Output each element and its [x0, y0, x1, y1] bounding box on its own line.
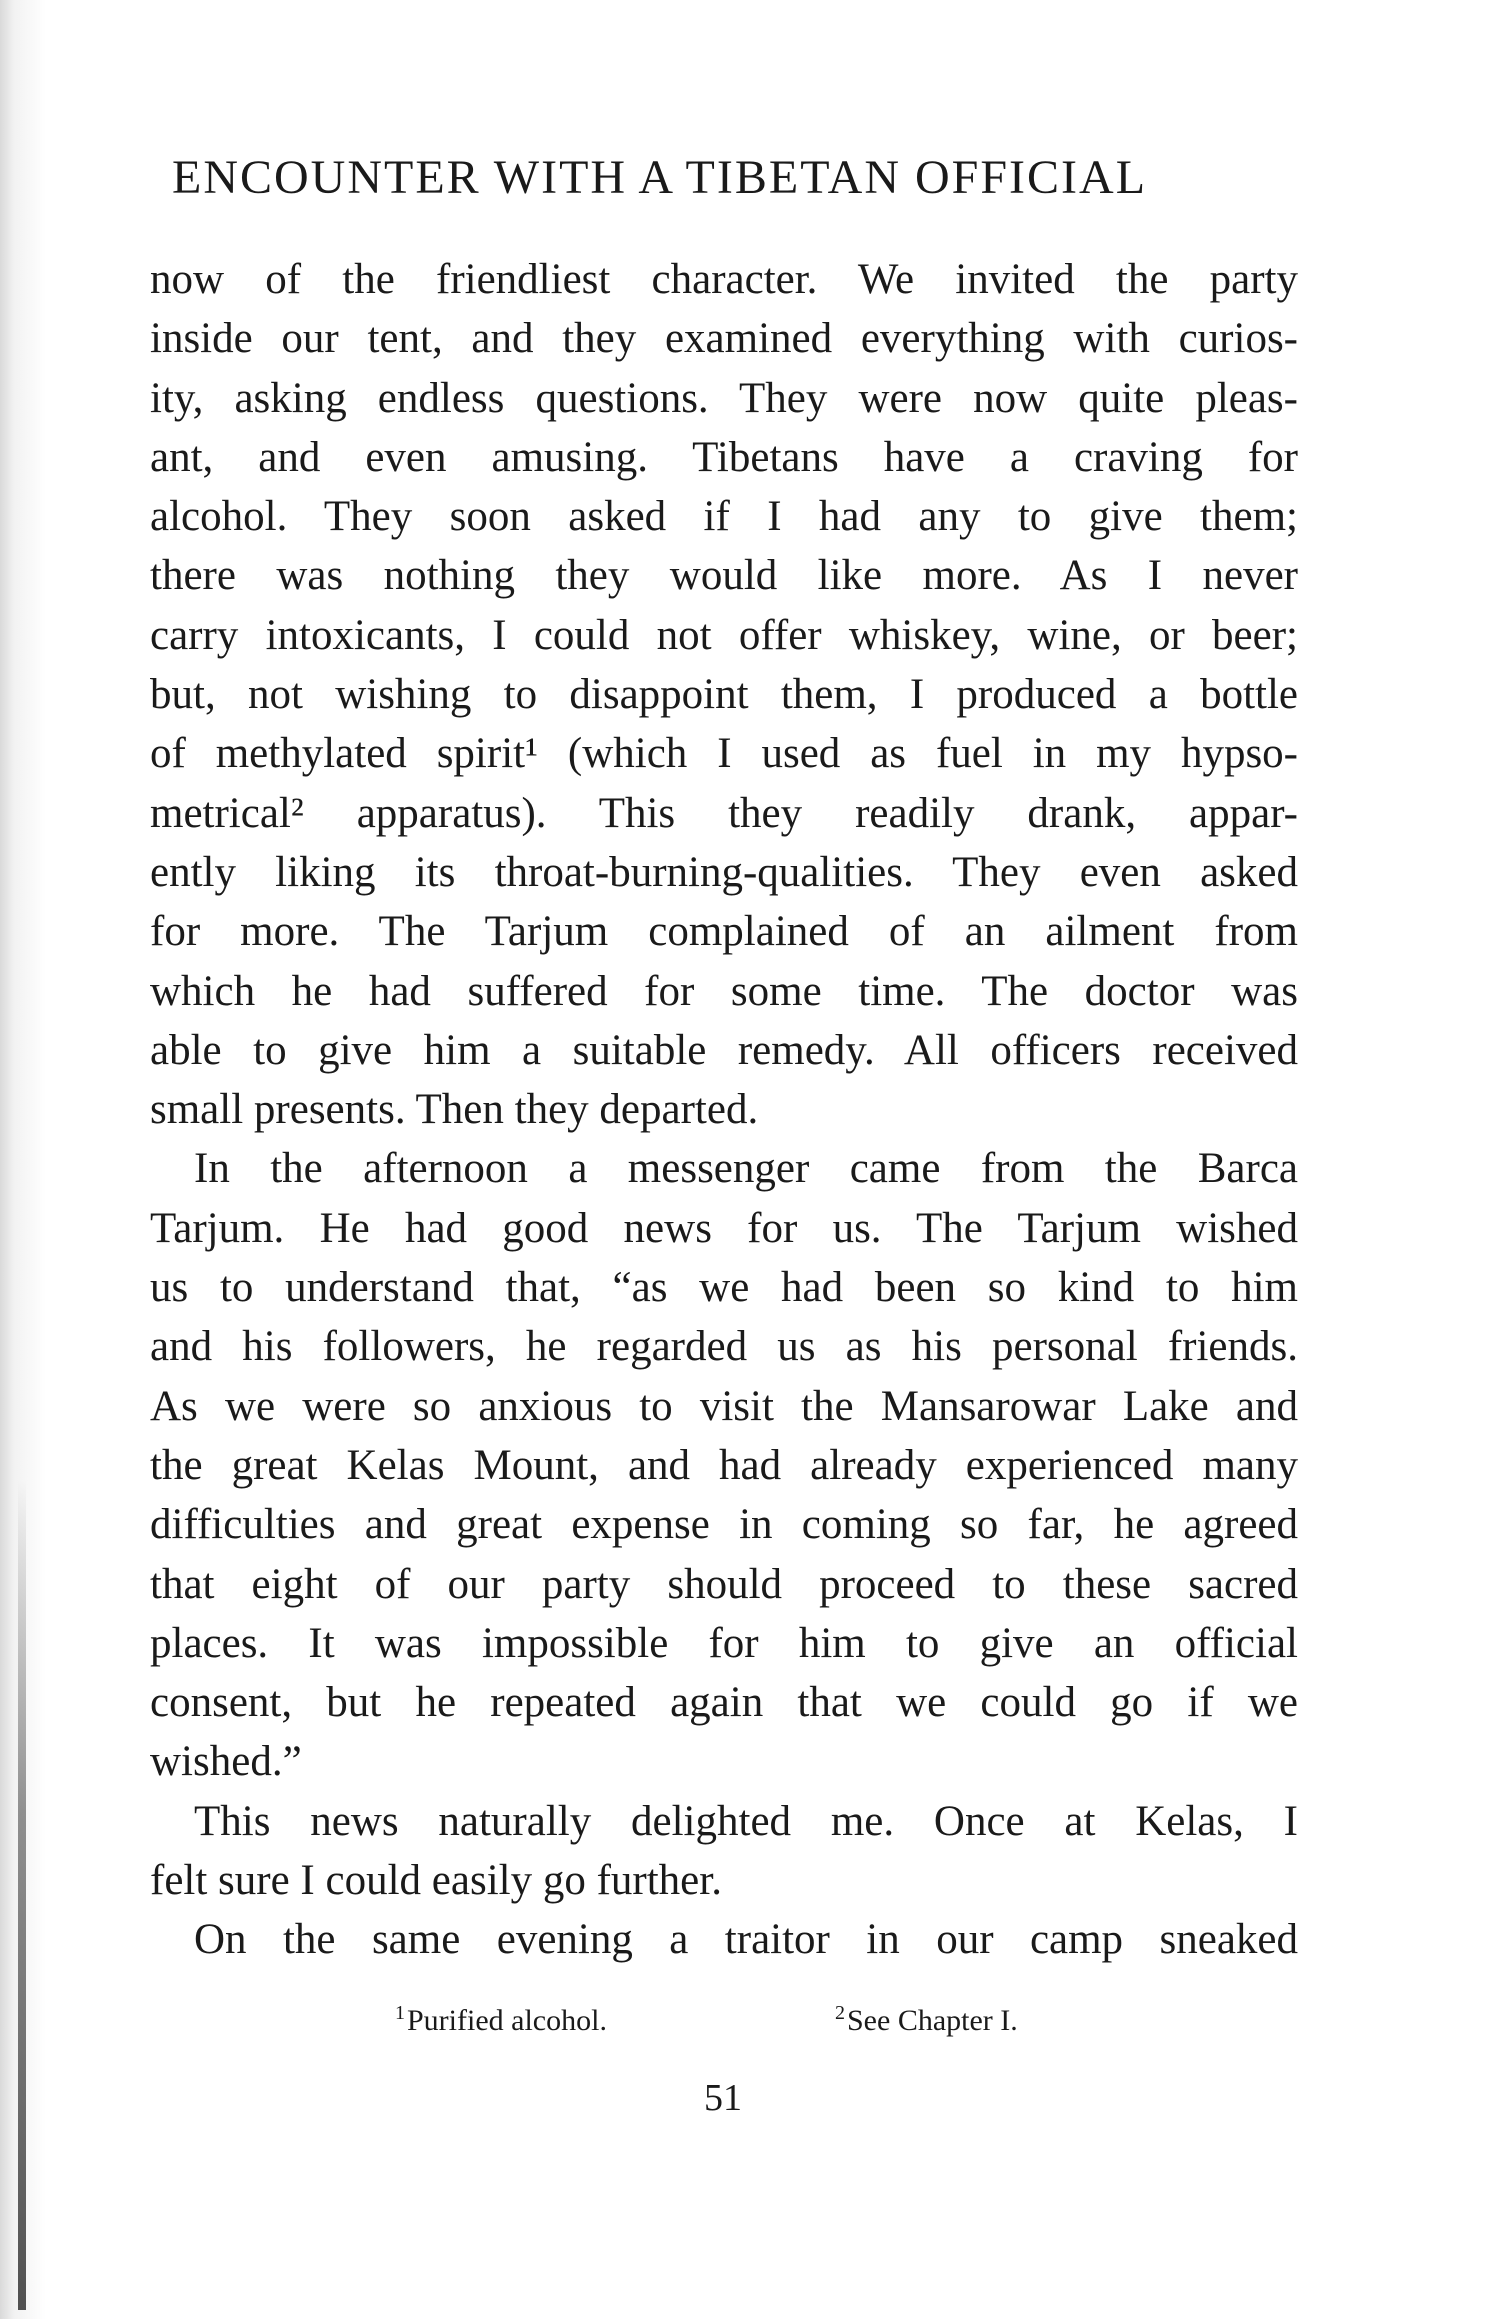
- page-number: 51: [704, 2077, 742, 2119]
- footnote-1-mark: 1: [395, 2002, 405, 2024]
- body-line: the great Kelas Mount, and had already experienced many: [150, 1441, 1298, 1489]
- body-line: which he had suffered for some time. The doctor was: [150, 967, 1298, 1015]
- body-line: metrical² apparatus). This they readily drank, appar-: [150, 789, 1298, 837]
- body-line: of methylated spirit¹ (which I used as fuel in my hypso-: [150, 730, 1298, 778]
- body-line: difficulties and great expense in coming so far, he agreed: [150, 1501, 1298, 1549]
- body-line: now of the friendliest character. We invited the party: [150, 256, 1298, 303]
- body-text: [150, 250, 1298, 1970]
- footnotes: [0, 2002, 1505, 2042]
- body-line: In the afternoon a messenger came from the Barca: [194, 1145, 1298, 1193]
- body-line: ant, and even amusing. Tibetans have a craving for: [150, 433, 1298, 481]
- body-line: but, not wishing to disappoint them, I produced a bottle: [150, 671, 1298, 719]
- body-line: there was nothing they would like more. As I never: [150, 552, 1298, 600]
- footnote-2-text: See Chapter I.: [847, 2004, 1018, 2037]
- footnote-2: [835, 2002, 1018, 2038]
- body-line: places. It was impossible for him to give an official: [150, 1619, 1298, 1667]
- body-line: able to give him a suitable remedy. All officers received: [150, 1026, 1298, 1074]
- running-head: ENCOUNTER WITH A TIBETAN OFFICIAL: [172, 151, 1148, 204]
- body-line: alcohol. They soon asked if I had any to give them;: [150, 493, 1298, 541]
- footnote-1-text: Purified alcohol.: [407, 2004, 607, 2037]
- body-line: inside our tent, and they examined everything with curios-: [150, 315, 1298, 363]
- footnote-2-mark: 2: [835, 2002, 845, 2024]
- body-line: On the same evening a traitor in our camp sneaked: [194, 1916, 1298, 1964]
- body-line: This news naturally delighted me. Once at Kelas, I: [194, 1797, 1298, 1845]
- body-line: and his followers, he regarded us as his personal friends.: [150, 1323, 1298, 1371]
- body-line: small presents. Then they departed.: [150, 1086, 759, 1134]
- page-binding-edge: [0, 0, 46, 2319]
- body-line: consent, but he repeated again that we could go if we: [150, 1679, 1298, 1727]
- footnote-1: [395, 2002, 607, 2038]
- body-line: ently liking its throat-burning-qualities. They even asked: [150, 848, 1298, 896]
- body-line: ity, asking endless questions. They were now quite pleas-: [150, 374, 1298, 422]
- body-line: Tarjum. He had good news for us. The Tarjum wished: [150, 1204, 1298, 1252]
- body-line: carry intoxicants, I could not offer whiskey, wine, or beer;: [150, 611, 1298, 659]
- body-line: us to understand that, “as we had been so kind to him: [150, 1264, 1298, 1312]
- body-line: wished.”: [150, 1738, 302, 1786]
- body-line: for more. The Tarjum complained of an ailment from: [150, 908, 1298, 956]
- body-line: As we were so anxious to visit the Mansarowar Lake and: [150, 1382, 1298, 1430]
- body-line: that eight of our party should proceed to these sacred: [150, 1560, 1298, 1608]
- body-line: felt sure I could easily go further.: [150, 1857, 722, 1905]
